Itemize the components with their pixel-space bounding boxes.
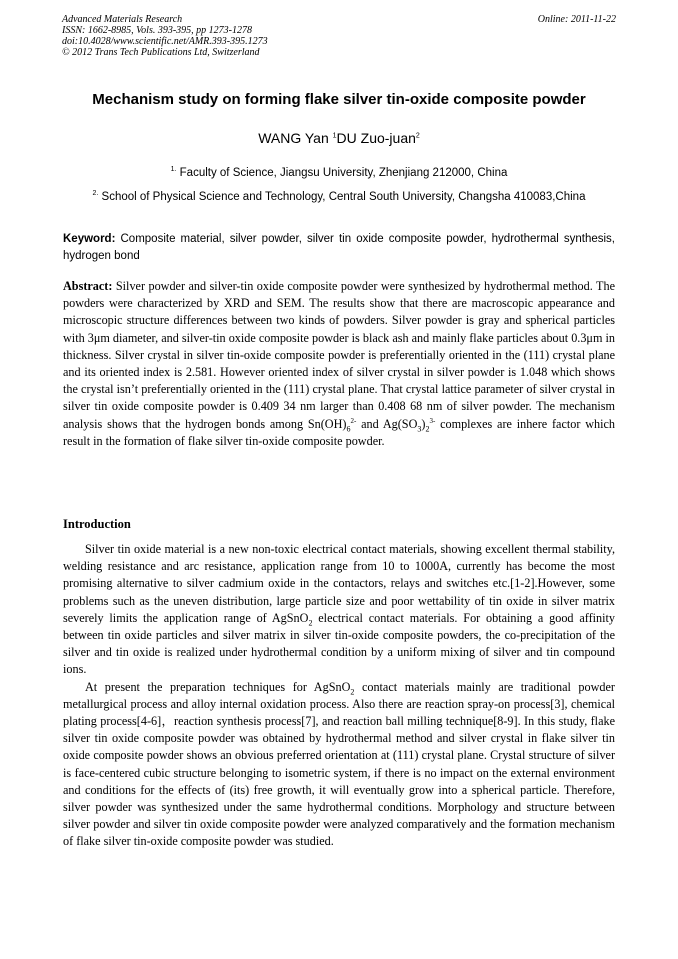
affiliation-1-text: Faculty of Science, Jiangsu University, Zhenjiang 212000, China bbox=[176, 167, 508, 179]
affiliation-1 bbox=[40, 166, 638, 180]
affiliation-2 bbox=[40, 190, 638, 204]
abstract-text-main: Silver powder and silver-tin oxide composite powder were synthesized by hydrothermal method. The powders were characterized by XRD and SEM. The results show that there are macroscopic appearance and microscopic structure differences between two kinds of powders. Silver powder is gray and spherical particles with 3μm diameter, and silver-tin oxide composite powder is black ash and mainly flake particles about 0.3μm in thickness. Silver crystal in silver tin-oxide composite powder is preferentially oriented in the (111) crystal plane and its oriented index is 2.581. However oriented index of silver crystal in silver powder is 1.048 which shows the crystal isn’t preferentially oriented in the (111) crystal plane. That crystal lattice parameter of silver crystal in silver tin oxide composite powder is 0.409 34 nm larger than 0.408 68 nm of silver powder. The mechanism analysis shows that the hydrogen bonds among Sn(OH) bbox=[63, 279, 615, 431]
affiliation-2-mark: 2. bbox=[92, 190, 99, 198]
affiliation-2-text: School of Physical Science and Technology, Central South University, Changsha 410083,China bbox=[98, 191, 586, 203]
abstract-sub-1: 6 bbox=[346, 424, 351, 434]
journal-header bbox=[62, 14, 616, 58]
intro-p1-text-a: Silver tin oxide material is a new non-toxic electrical contact materials, showing excellent thermal stability, welding resistance and arc resistance, application range from 10 to 1000A, currently has become the most promising alternative to silver cadmium oxide in the contactors, relays and switches etc.[1-2].However, some problems such as the uneven distribution, large particle size and poor wettability of tin oxide in silver matrix severely limits the application range of AgSnO bbox=[63, 542, 615, 625]
abstract-label: Abstract: bbox=[63, 279, 113, 293]
online-date: Online: 2011-11-22 bbox=[537, 14, 616, 25]
author-2: DU Zuo-juan bbox=[336, 130, 416, 146]
abstract-sub-3: 2 bbox=[425, 424, 430, 434]
intro-p2-text-b: contact materials mainly are traditional powder metallurgical process and alloy internal oxidation process. Also there are reaction spray-on process[3], chemical plating process[4-6]，reaction synthesis process[7], and reaction ball milling technique[8-9]. In this study, flake silver tin oxide composite powder was obtained by hydrothermal method and silver crystal in flake silver tin oxide composite powder shows an obvious preferred orientation at (111) crystal plane. Crystal structure of silver is face-centered cubic structure belonging to isometric system, if there is no impact on the external environment and conditions for the effects of (its) free growth, it will eventually grow into a spherical particle. Therefore, silver powder was synthesized under the same hydrothermal conditions. Morphology and structure between silver powder and silver tin oxide composite powder were analyzed comparatively and the formation mechanism of flake silver tin-oxide composite powder was studied. bbox=[63, 679, 615, 849]
abstract-sub-2: 3 bbox=[417, 424, 422, 434]
author-1: WANG Yan bbox=[258, 130, 333, 146]
paper-title: Mechanism study on forming flake silver tin-oxide composite powder bbox=[92, 91, 586, 108]
abstract-text-mid: and Ag(SO bbox=[356, 416, 418, 431]
author-1-mark: 1 bbox=[332, 132, 337, 140]
author-2-mark: 2 bbox=[415, 132, 420, 140]
journal-copyright: © 2012 Trans Tech Publications Ltd, Switzerland bbox=[62, 47, 260, 58]
introduction-paragraph-1 bbox=[63, 541, 615, 679]
intro-p1-text-b: electrical contact materials. For obtaining a good affinity between tin oxide particles and silver matrix in silver tin-oxide composite powders, the co-precipitation of the silver and tin oxide is realized under hydrothermal condition by a uniform mixing of silver and tin compound ions. bbox=[63, 610, 615, 677]
abstract-sup-3: 3- bbox=[429, 416, 436, 425]
keywords-label: Keyword: bbox=[63, 233, 116, 245]
journal-issn: ISSN: 1662-8985, Vols. 393-395, pp 1273-1278 bbox=[62, 25, 252, 36]
journal-name: Advanced Materials Research bbox=[62, 14, 183, 25]
affiliation-1-mark: 1. bbox=[170, 166, 177, 174]
introduction-paragraph-2 bbox=[63, 679, 615, 851]
journal-doi: doi:10.4028/www.scientific.net/AMR.393-395.1273 bbox=[62, 36, 268, 47]
introduction-heading: Introduction bbox=[63, 517, 131, 531]
abstract-text-mid2: ) bbox=[421, 416, 426, 431]
intro-p2-sub: 2 bbox=[350, 687, 355, 697]
abstract-text-end: complexes are inhere factor which result in the formation of flake silver tin-oxide composite powder. bbox=[63, 416, 615, 448]
introduction-body bbox=[63, 541, 615, 851]
abstract-paragraph bbox=[63, 278, 615, 450]
abstract-sup-1: 2- bbox=[350, 416, 357, 425]
keywords-paragraph bbox=[63, 231, 615, 265]
intro-p2-text-a: At present the preparation techniques for AgSnO bbox=[85, 679, 351, 694]
author-line bbox=[40, 130, 638, 146]
keywords-text: Composite material, silver powder, silver tin oxide composite powder, hydrothermal synthesis, hydrogen bond bbox=[63, 233, 615, 262]
intro-p1-sub: 2 bbox=[308, 618, 313, 628]
